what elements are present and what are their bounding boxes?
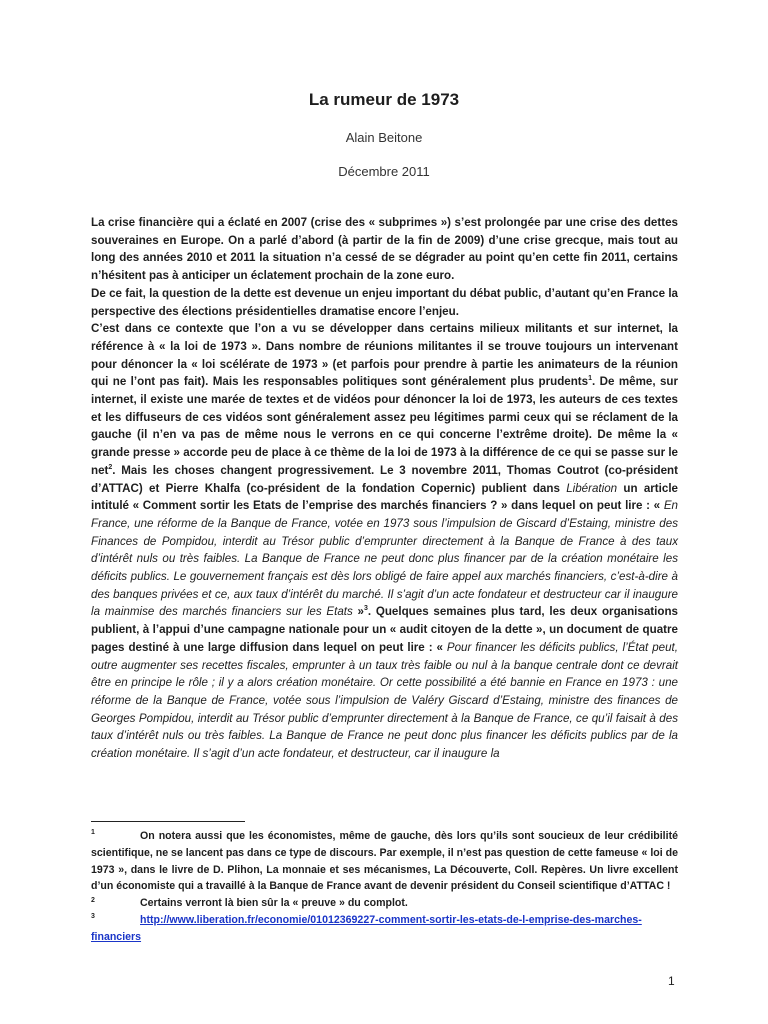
paragraph-3-text-2: . De même, sur internet, il existe une marée de textes et de vidéos pour dénoncer la loi de 1973, les auteurs de ces textes et les diffuseurs de ces vidéos sont généralement assez peu légitimes parmi ceux qui se réclament de la gauche (il n’en va pas de même nous le verrons en ce qui concerne l’extrême droite). De même la « grande presse » accorde peu de place à ce thème de la loi de 1973 à la différence de ce qui se passe sur le net	[91, 375, 678, 477]
footnotes	[91, 828, 678, 946]
paragraph-3	[91, 320, 678, 763]
footnote-ref-1[interactable]: 1	[588, 375, 593, 383]
author-name: Alain Beitone	[345, 130, 423, 145]
article-body	[91, 214, 678, 763]
footnote-3: 3 http://www.liberation.fr/economie/01012369227-comment-sortir-les-etats-de-l-emprise-des-marches-financiers	[91, 913, 642, 943]
page-number: 1	[668, 974, 675, 988]
footnote-ref-3[interactable]: 3	[363, 605, 368, 613]
footnote-text: Certains verront là bien sûr la « preuve » du complot.	[140, 897, 408, 910]
paragraph-3-text-1: C’est dans ce contexte que l’on a vu se développer dans certains milieux militants et sur internet, la référence à « la loi de 1973 ». Dans nombre de réunions militantes il se trouve toujours un intervenant pour dénoncer la « loi scélérate de 1973 » (et parfois pour prendre à partie les animateurs de la réunion qui ne l’ont pas fait). Mais les responsables politiques sont généralement plus prudents	[91, 322, 678, 389]
paragraph-2: De ce fait, la question de la dette est devenue un enjeu important du débat public, d’autant qu’en France la perspective des élections présidentielles dramatise encore l’enjeu.	[91, 286, 678, 318]
footnote-separator	[91, 821, 245, 822]
newspaper-name: Libération	[566, 481, 618, 495]
paragraph-3-text-4: un article intitulé « Comment sortir les Etats de l’emprise des marchés financiers ? » dans lequel on peut lire : «	[91, 481, 679, 513]
paragraph-3-text-3: . Mais les choses changent progressivement. Le 3 novembre 2011, Thomas Coutrot (co-président d’ATTAC) et Pierre Khalfa (co-président de la fondation Copernic) publient dans	[91, 463, 678, 495]
document-title: La rumeur de 1973	[308, 90, 460, 109]
paragraph-1: La crise financière qui a éclaté en 2007 (crise des « subprimes ») s’est prolongée par une crise des dettes souveraines en Europe. On a parlé d’abord (à partir de la fin de 2009) d’une crise grecque, mais tout au long des années 2010 et 2011 la situation n’a cessé de se dégrader au point qu’en cette fin 2011, certains n’hésitent pas à anticiper un éclatement prochain de la zone euro.	[91, 216, 678, 283]
quote-1: En France, une réforme de la Banque de France, votée en 1973 sous l’impulsion de Giscard d’Estaing, ministre des Finances de Pompidou, interdit au Trésor public d’emprunter directement à la Banque de France à des taux d’intérêt nuls ou très faibles. La Banque de France ne peut donc plus financer par de la création monétaire les déficits publics. Le gouvernement français est dès lors obligé de faire appel aux marchés financiers, c’est-à-dire à des banques privées et ce, aux taux d’intérêt du marché. Il s’agit d’un acte fondateur et destructeur car il inaugure la mainmise des marchés financiers sur les Etats	[91, 499, 678, 619]
paragraph-3-text-5: »	[352, 605, 364, 619]
footnote-text: On notera aussi que les économistes, même de gauche, dès lors qu’ils sont soucieux de leur crédibilité scientifique, ne se lancent pas dans ce type de discours. Par exemple, il n’est pas question de cette fameuse « loi de 1973 », dans le livre de D. Plihon, La monnaie et ses mécanismes, La Découverte, Coll. Repères. Un livre excellent d’un économiste qui a travaillé à la Banque de France avant de devenir président du Conseil scientifique d’ATTAC !	[91, 830, 678, 893]
publication-date: Décembre 2011	[338, 164, 430, 179]
liberation-article-link[interactable]: http://www.liberation.fr/economie/01012369227-comment-sortir-les-etats-de-l-emprise-des-marches-financiers	[91, 913, 642, 943]
footnote-2: 2 Certains verront là bien sûr la « preuve » du complot.	[91, 896, 408, 910]
footnote-1: 1 On notera aussi que les économistes, même de gauche, dès lors qu’ils sont soucieux de leur crédibilité scientifique, ne se lancent pas dans ce type de discours. Par exemple, il n’est pas question de cette fameuse « loi de 1973 », dans le livre de D. Plihon, La monnaie et ses mécanismes, La Découverte, Coll. Repères. Un livre excellent d’un économiste qui a travaillé à la Banque de France avant de devenir président du Conseil scientifique d’ATTAC !	[91, 829, 678, 893]
footnote-ref-2[interactable]: 2	[108, 463, 113, 471]
paragraph-3-text-6: . Quelques semaines plus tard, les deux organisations publient, à l’appui d’une campagne nationale pour un « audit citoyen de la dette », un document de quatre pages destiné à une large diffusion dans lequel on peut lire : «	[91, 605, 678, 654]
quote-2: Pour financer les déficits publics, l’État peut, outre augmenter ses recettes fiscales, emprunter à un taux très faible ou nul à la banque centrale dont ce devrait être en principe le rôle ; il y a alors création monétaire. Or cette possibilité a été bannie en France en 1973 : une réforme de la Banque de France, votée sous l’impulsion de Valéry Giscard d’Estaing, ministre des finances de Georges Pompidou, interdit au Trésor public d’emprunter directement à la Banque de France, ce qu’il faisait à des taux d’intérêt nuls ou très faibles. La Banque de France ne peut donc plus financer les déficits publics par de la création monétaire. Il s’agit d’un acte fondateur, et destructeur, car il inaugure la	[91, 640, 678, 761]
